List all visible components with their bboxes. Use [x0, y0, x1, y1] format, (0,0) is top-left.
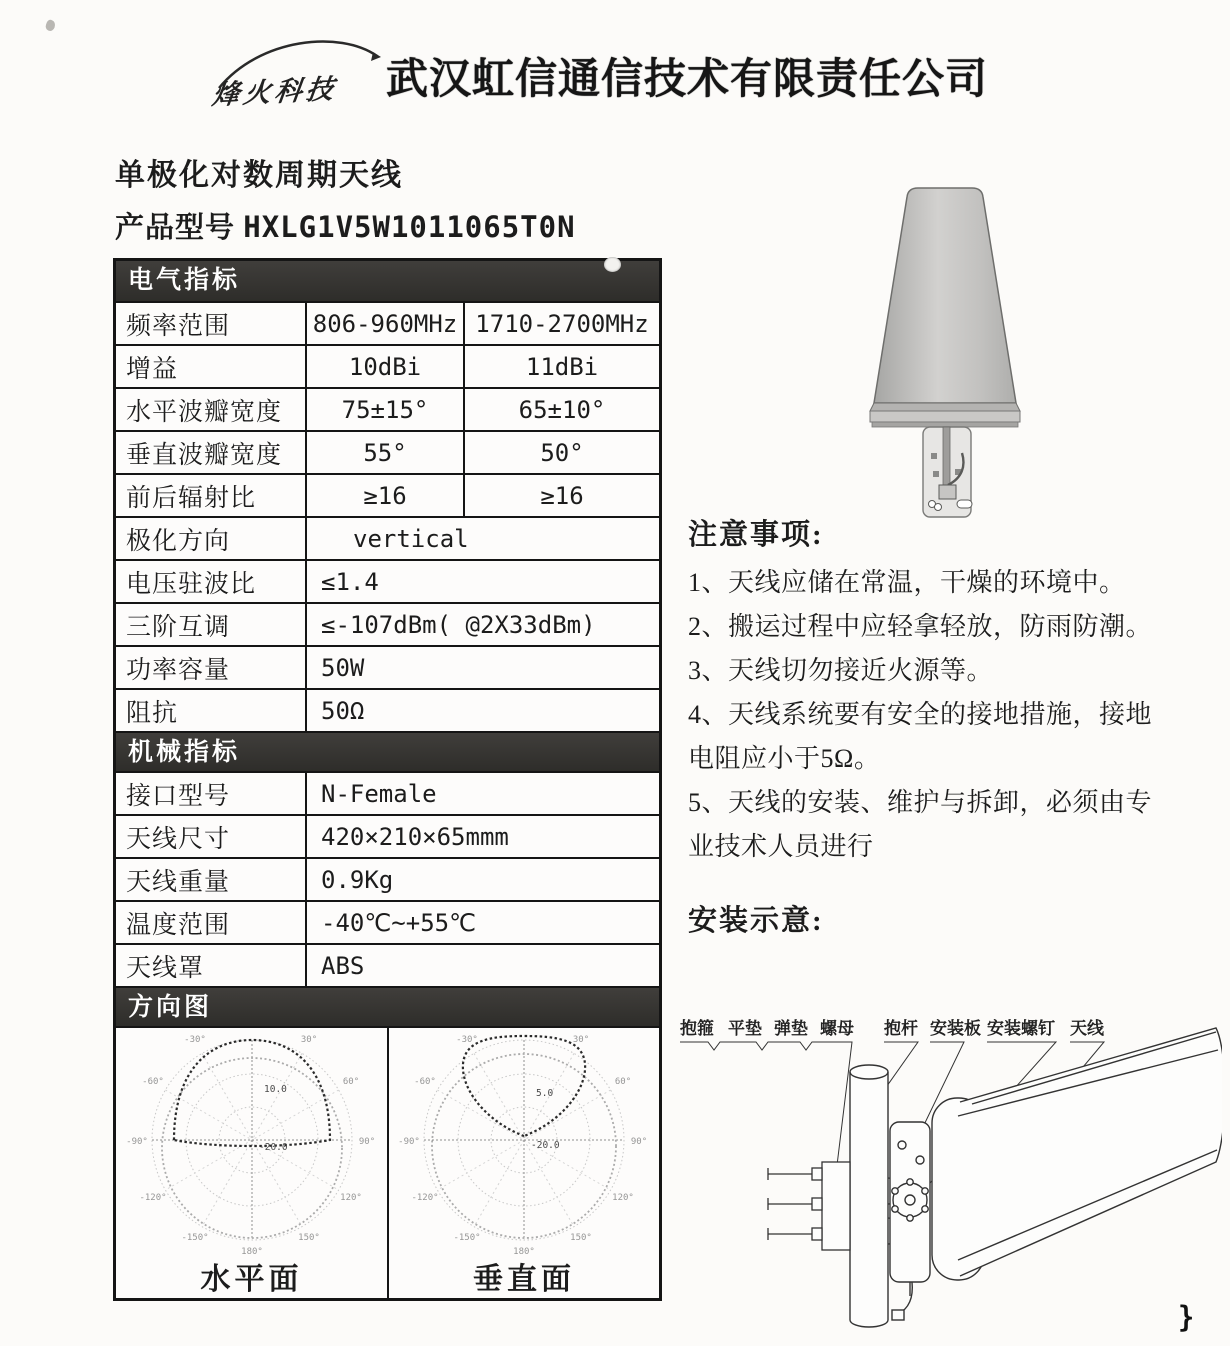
scan-speck	[44, 19, 56, 32]
svg-text:抱箍: 抱箍	[680, 1019, 714, 1038]
section-pattern-title: 方向图	[128, 994, 213, 1021]
spec-label: 电压驻波比	[116, 561, 307, 602]
note-item: 2、搬运过程中应轻拿轻放，防雨防潮。	[688, 612, 1153, 641]
svg-text:60°: 60°	[614, 1077, 632, 1087]
install-title: 安装示意:	[688, 905, 824, 937]
spec-value: vertical	[353, 524, 469, 553]
chart-caption-vertical: 垂直面	[473, 1263, 575, 1296]
svg-text:30°: 30°	[300, 1035, 317, 1045]
spec-label: 水平波瓣宽度	[116, 389, 307, 430]
antenna-product-photo	[845, 185, 1045, 520]
spec-value: N-Female	[321, 779, 437, 808]
polar-plot-horizontal	[117, 1028, 387, 1258]
table-row	[116, 473, 659, 516]
table-row	[116, 559, 659, 602]
note-item: 4、天线系统要有安全的接地措施，接地电阻应小于5Ω。	[688, 700, 1153, 773]
mounting-plate	[890, 1122, 930, 1282]
table-row	[116, 688, 659, 731]
spec-value: ≤1.4	[321, 567, 379, 596]
spec-label: 增益	[116, 346, 307, 387]
spec-value-band2: ≥16	[540, 481, 584, 510]
radial-labels	[259, 1084, 288, 1153]
polar-chart-horizontal	[116, 1028, 389, 1298]
svg-text:-120°: -120°	[411, 1193, 439, 1203]
spec-label: 频率范围	[116, 303, 307, 344]
svg-text:-120°: -120°	[138, 1193, 167, 1203]
spec-value-band2: 50°	[540, 438, 584, 467]
svg-text:180°: 180°	[513, 1247, 535, 1257]
page-title: 单极化对数周期天线	[115, 159, 403, 192]
svg-text:平垫: 平垫	[728, 1019, 762, 1038]
spec-value-band1: 10dBi	[307, 346, 465, 387]
table-row	[116, 602, 659, 645]
mounting-pole	[850, 1065, 888, 1327]
product-model-number: HXLG1V5W1011065T0N	[243, 210, 576, 244]
product-model-label: 产品型号	[115, 212, 236, 244]
table-row	[116, 516, 659, 559]
polar-plot-vertical	[389, 1028, 659, 1258]
polar-chart-vertical	[389, 1028, 659, 1298]
notes-title: 注意事项:	[688, 519, 824, 551]
spec-value-band1: ≥16	[307, 475, 465, 516]
scan-corner-mark: }	[1178, 1300, 1195, 1335]
svg-text:-60°: -60°	[414, 1077, 436, 1087]
polar-axes	[424, 1040, 624, 1240]
spec-value: ≤-107dBm( @2X33dBm)	[321, 610, 596, 639]
spec-label: 垂直波瓣宽度	[116, 432, 307, 473]
install-diagram	[672, 1010, 1222, 1340]
svg-text:-20.0: -20.0	[531, 1140, 560, 1151]
note-item: 1、天线应储在常温，干燥的环境中。	[688, 568, 1126, 597]
antenna-body	[932, 1028, 1222, 1280]
spec-label: 天线重量	[116, 859, 307, 900]
svg-text:5.0: 5.0	[536, 1088, 554, 1099]
chart-caption-horizontal: 水平面	[200, 1263, 303, 1296]
spec-label: 天线罩	[116, 945, 307, 986]
company-logo	[205, 30, 390, 120]
note-item: 5、天线的安装、维护与拆卸，必须由专业技术人员进行	[688, 788, 1153, 861]
install-labels	[679, 1018, 1105, 1038]
notes-section	[688, 512, 1188, 869]
spec-label: 温度范围	[116, 902, 307, 943]
spec-value: 420×210×65mmm	[321, 822, 509, 851]
table-row	[116, 857, 659, 900]
svg-text:-90°: -90°	[125, 1137, 148, 1147]
section-mechanical-title: 机械指标	[128, 739, 241, 766]
svg-text:抱杆: 抱杆	[884, 1019, 918, 1038]
svg-text:-30°: -30°	[456, 1035, 478, 1045]
svg-text:安装螺钉: 安装螺钉	[987, 1019, 1055, 1038]
svg-text:-60°: -60°	[141, 1077, 164, 1087]
spec-value: 0.9Kg	[321, 865, 394, 894]
product-model-line	[115, 205, 576, 246]
spec-label: 前后辐射比	[116, 475, 307, 516]
svg-text:弹垫: 弹垫	[774, 1019, 808, 1038]
polar-axes	[152, 1040, 352, 1240]
svg-text:120°: 120°	[339, 1193, 362, 1203]
table-row	[116, 301, 659, 344]
section-pattern	[116, 986, 659, 1026]
spec-label: 功率容量	[116, 647, 307, 688]
spec-value-band1: 806-960MHz	[307, 303, 465, 344]
svg-text:90°: 90°	[358, 1137, 375, 1147]
svg-text:-150°: -150°	[453, 1233, 481, 1243]
svg-text:-20.0: -20.0	[258, 1142, 288, 1153]
svg-text:天线: 天线	[1070, 1019, 1104, 1038]
table-row	[116, 814, 659, 857]
svg-text:-30°: -30°	[183, 1035, 206, 1045]
table-row	[116, 344, 659, 387]
spec-value-band2: 11dBi	[525, 352, 599, 381]
table-row	[116, 645, 659, 688]
spec-value-band1: 75±15°	[307, 389, 465, 430]
svg-text:150°: 150°	[570, 1233, 592, 1243]
table-row	[116, 387, 659, 430]
spec-value: -40℃~+55℃	[321, 908, 477, 937]
table-row	[116, 771, 659, 814]
spec-value: ABS	[321, 951, 365, 980]
svg-text:60°: 60°	[342, 1077, 359, 1087]
svg-text:120°: 120°	[612, 1193, 634, 1203]
spec-label: 阻抗	[116, 690, 307, 731]
scan-speckle	[604, 257, 621, 272]
svg-text:180°: 180°	[240, 1247, 263, 1257]
section-electrical-title: 电气指标	[128, 267, 241, 294]
spec-table	[113, 258, 662, 1301]
svg-text:150°: 150°	[297, 1233, 320, 1243]
spec-value-band1: 55°	[307, 432, 465, 473]
spec-value-band2: 1710-2700MHz	[475, 309, 649, 338]
svg-text:10.0: 10.0	[263, 1084, 287, 1095]
spec-value-band2: 65±10°	[518, 395, 606, 424]
svg-text:30°: 30°	[572, 1035, 590, 1045]
table-row	[116, 900, 659, 943]
antenna-radome	[870, 188, 1020, 427]
svg-text:-150°: -150°	[180, 1233, 209, 1243]
section-mechanical	[116, 731, 659, 771]
svg-text:-90°: -90°	[398, 1137, 420, 1147]
pattern-row	[116, 1026, 659, 1298]
spec-value: 50W	[321, 653, 365, 682]
table-row	[116, 430, 659, 473]
spec-label: 三阶互调	[116, 604, 307, 645]
angle-labels	[398, 1035, 647, 1257]
svg-text:安装板: 安装板	[930, 1019, 981, 1038]
note-item: 3、天线切勿接近火源等。	[688, 656, 994, 685]
spec-label: 接口型号	[116, 773, 307, 814]
mounting-bracket	[923, 427, 972, 517]
section-electrical	[116, 261, 659, 301]
svg-text:90°: 90°	[630, 1137, 648, 1147]
table-row	[116, 943, 659, 986]
spec-value: 50Ω	[321, 696, 365, 725]
company-name: 武汉虹信通信技术有限责任公司	[386, 55, 989, 102]
svg-text:螺母: 螺母	[820, 1019, 854, 1038]
feed-cable	[892, 1282, 912, 1320]
logo-text: 烽火科技	[210, 73, 340, 111]
spec-label: 天线尺寸	[116, 816, 307, 857]
spec-label: 极化方向	[116, 518, 307, 559]
